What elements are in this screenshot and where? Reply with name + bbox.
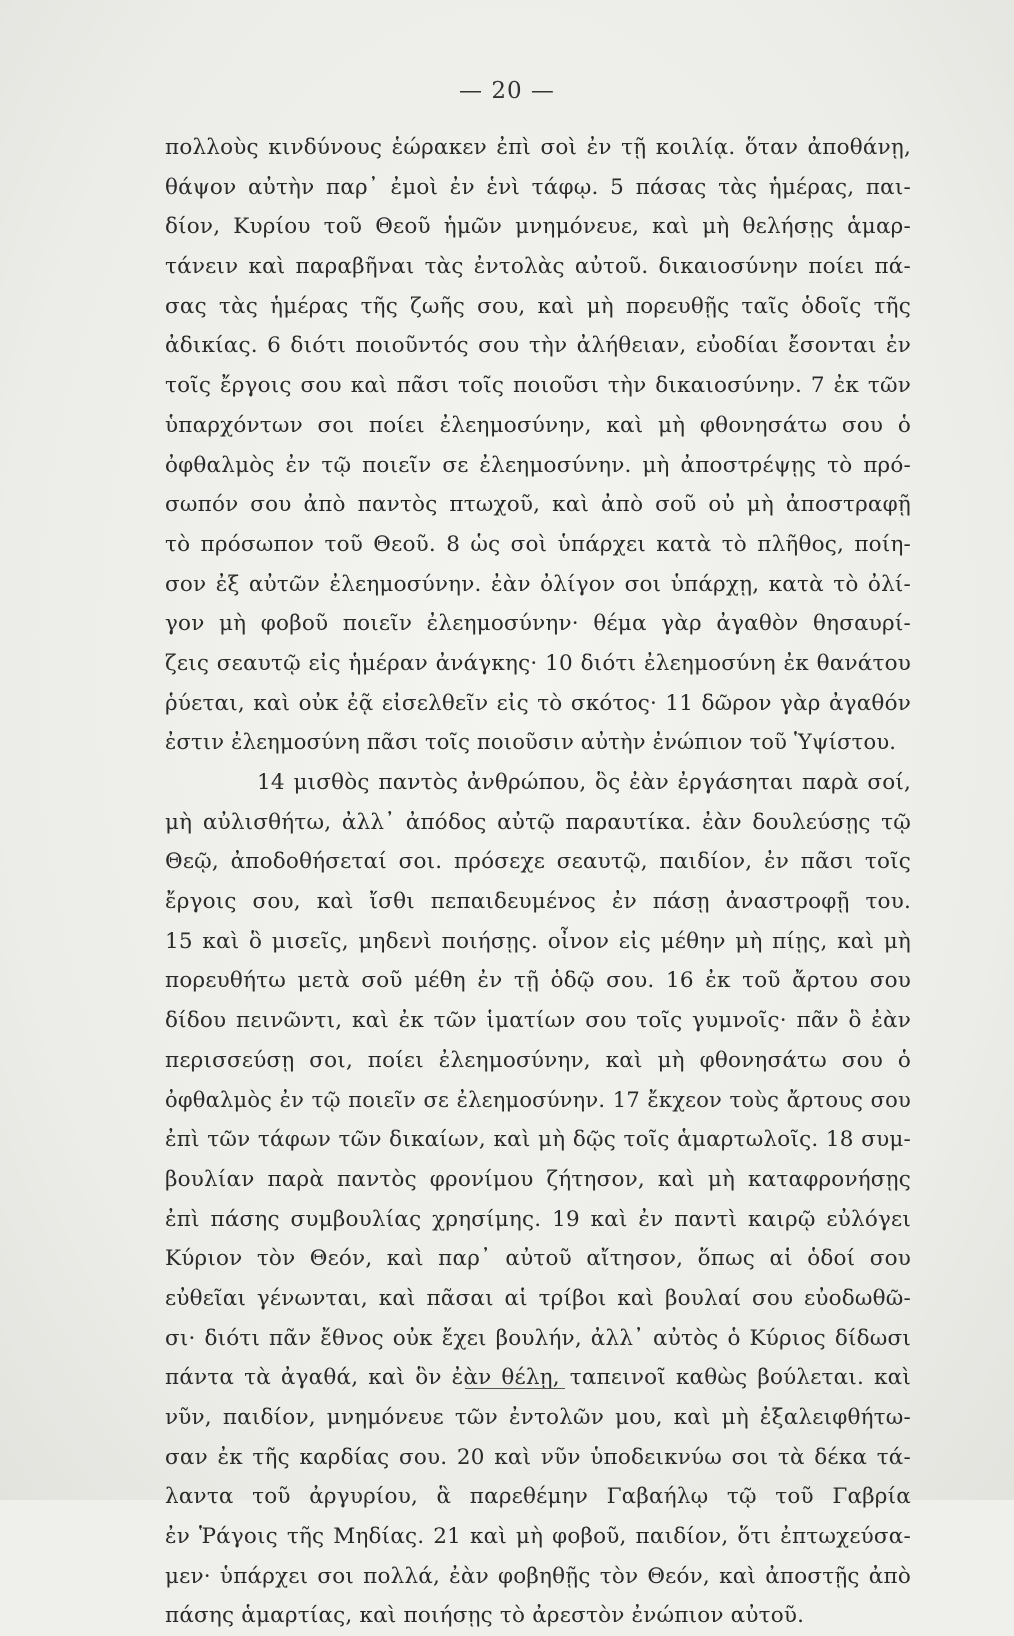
page-number: — 20 — (459, 78, 555, 104)
text-line: 15 καὶ ὃ μισεῖς, μηδενὶ ποιήσῃς. οἶνον εἰς μέθην μὴ πίῃς, καὶ μὴ (165, 928, 911, 954)
text-line: δίδου πεινῶντι, καὶ ἐκ τῶν ἱματίων σου τοῖς γυμνοῖς· πᾶν ὃ ἐὰν (165, 1008, 911, 1034)
text-line: ἐν Ῥάγοις τῆς Μηδίας. 21 καὶ μὴ φοβοῦ, παιδίον, ὅτι ἐπτωχεύσα- (165, 1524, 911, 1550)
text-line: ἐπὶ πάσης συμβουλίας χρησίμης. 19 καὶ ἐν παντὶ καιρῷ εὐλόγει (165, 1206, 911, 1232)
text-line: Θεῷ, ἀποδοθήσεταί σοι. πρόσεχε σεαυτῷ, παιδίον, ἐν πᾶσι τοῖς (165, 849, 911, 875)
text-line: σαν ἐκ τῆς καρδίας σου. 20 καὶ νῦν ὑποδεικνύω σοι τὰ δέκα τά- (165, 1444, 911, 1470)
text-line: σι· διότι πᾶν ἔθνος οὐκ ἔχει βουλήν, ἀλλ᾽ αὐτὸς ὁ Κύριος δίδωσι (165, 1325, 911, 1351)
text-line: τὸ πρόσωπον τοῦ Θεοῦ. 8 ὡς σοὶ ὑπάρχει κατὰ τὸ πλῆθος, ποίη- (165, 531, 911, 557)
text-line: ῥύεται, καὶ οὐκ ἐᾷ εἰσελθεῖν εἰς τὸ σκότος· 11 δῶρον γὰρ ἀγαθόν (165, 690, 911, 716)
text-line-indented: 14 μισθὸς παντὸς ἀνθρώπου, ὃς ἐὰν ἐργάσηται παρὰ σοί, (257, 770, 911, 795)
text-line: δίον, Κυρίου τοῦ Θεοῦ ἡμῶν μνημόνευε, καὶ μὴ θελήσῃς ἁμαρ- (165, 214, 911, 240)
text-line: μὴ αὐλισθήτω, ἀλλ᾽ ἀπόδος αὐτῷ παραυτίκα. ἐὰν δουλεύσῃς τῷ (165, 809, 911, 835)
text-line: μεν· ὑπάρχει σοι πολλά, ἐὰν φοβηθῇς τὸν Θεόν, καὶ ἀποστῇς ἀπὸ (165, 1563, 911, 1589)
text-line: ὀφθαλμὸς ἐν τῷ ποιεῖν σε ἐλεημοσύνην. 17 ἔκχεον τοὺς ἄρτους σου (165, 1087, 911, 1112)
text-line: εὐθεῖαι γένωνται, καὶ πᾶσαι αἱ τρίβοι καὶ βουλαί σου εὐοδωθῶ- (165, 1285, 911, 1311)
text-line: ἐπὶ τῶν τάφων τῶν δικαίων, καὶ μὴ δῷς τοῖς ἁμαρτωλοῖς. 18 συμ- (165, 1127, 911, 1153)
body-text (165, 128, 911, 1636)
text-line: ἔργοις σου, καὶ ἴσθι πεπαιδευμένος ἐν πάσῃ ἀναστροφῇ του. (165, 889, 911, 915)
end-rule (465, 1388, 565, 1389)
text-line: βουλίαν παρὰ παντὸς φρονίμου ζήτησον, καὶ μὴ καταφρονήσῃς (165, 1166, 911, 1192)
text-line: σας τὰς ἡμέρας τῆς ζωῆς σου, καὶ μὴ πορευθῇς ταῖς ὁδοῖς τῆς (165, 293, 911, 319)
text-line: σωπόν σου ἀπὸ παντὸς πτωχοῦ, καὶ ἀπὸ σοῦ οὐ μὴ ἀποστραφῇ (165, 492, 911, 518)
text-line: Κύριον τὸν Θεόν, καὶ παρ᾽ αὐτοῦ αἴτησον, ὅπως αἱ ὁδοί σου (165, 1246, 911, 1272)
text-line: πολλοὺς κινδύνους ἑώρακεν ἐπὶ σοὶ ἐν τῇ κοιλίᾳ. ὅταν ἀποθάνῃ, (165, 135, 911, 160)
text-line: ὀφθαλμὸς ἐν τῷ ποιεῖν σε ἐλεημοσύνην. μὴ ἀποστρέψῃς τὸ πρό- (165, 452, 911, 478)
text-line: πορευθήτω μετὰ σοῦ μέθη ἐν τῇ ὁδῷ σου. 16 ἐκ τοῦ ἄρτου σου (165, 968, 911, 994)
text-line: περισσεύσῃ σοι, ποίει ἐλεημοσύνην, καὶ μὴ φθονησάτω σου ὁ (165, 1047, 911, 1073)
text-line: νῦν, παιδίον, μνημόνευε τῶν ἐντολῶν μου, καὶ μὴ ἐξαλειφθήτω- (165, 1405, 911, 1430)
text-line: θάψον αὐτὴν παρ᾽ ἐμοὶ ἐν ἑνὶ τάφῳ. 5 πάσας τὰς ἡμέρας, παι- (165, 174, 911, 200)
text-line: ὑπαρχόντων σοι ποίει ἐλεημοσύνην, καὶ μὴ φθονησάτω σου ὁ (165, 412, 911, 438)
text-line: τάνειν καὶ παραβῆναι τὰς ἐντολὰς αὐτοῦ. δικαιοσύνην ποίει πά- (165, 254, 911, 280)
text-line: πάντα τὰ ἀγαθά, καὶ ὃν ἐὰν θέλῃ, ταπεινοῖ καθὼς βούλεται. καὶ (165, 1365, 911, 1391)
text-line: ἐστιν ἐλεημοσύνη πᾶσι τοῖς ποιοῦσιν αὐτὴν ἐνώπιον τοῦ Ὑψίστου. (165, 730, 897, 755)
text-line: σον ἐξ αὐτῶν ἐλεημοσύνην. ἐὰν ὀλίγον σοι ὑπάρχῃ, κατὰ τὸ ὀλί- (165, 571, 911, 597)
text-line: ἀδικίας. 6 διότι ποιοῦντός σου τὴν ἀλήθειαν, εὐοδίαι ἔσονται ἐν (165, 333, 911, 359)
text-line: πάσης ἁμαρτίας, καὶ ποιήσῃς τὸ ἀρεστὸν ἐνώπιον αὐτοῦ. (165, 1603, 805, 1629)
text-line: ζεις σεαυτῷ εἰς ἡμέραν ἀνάγκης· 10 διότι ἐλεημοσύνη ἐκ θανάτου (165, 650, 911, 676)
text-line: τοῖς ἔργοις σου καὶ πᾶσι τοῖς ποιοῦσι τὴν δικαιοσύνην. 7 ἐκ τῶν (165, 373, 911, 399)
text-line: γον μὴ φοβοῦ ποιεῖν ἐλεημοσύνην· θέμα γὰρ ἀγαθὸν θησαυρί- (165, 611, 911, 637)
text-line: λαντα τοῦ ἀργυρίου, ἃ παρεθέμην Γαβαήλῳ τῷ τοῦ Γαβρία (165, 1484, 911, 1510)
